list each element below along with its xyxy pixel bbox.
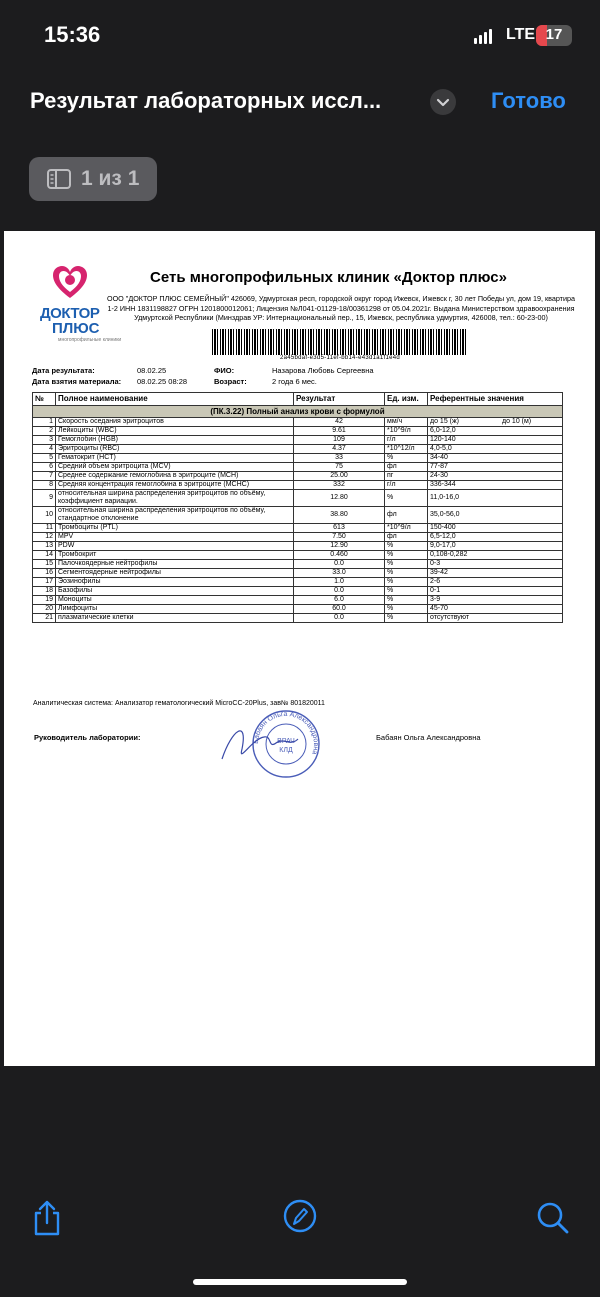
header-unit: Ед. изм. xyxy=(385,393,428,406)
row-num: 7 xyxy=(33,472,56,481)
lab-head-label: Руководитель лаборатории: xyxy=(34,733,141,742)
signal-icon xyxy=(474,28,496,44)
stamp-ring-text: Бабаян Ольга Александровна xyxy=(252,710,320,756)
row-num: 18 xyxy=(33,587,56,596)
row-num: 20 xyxy=(33,605,56,614)
logo-text-2: ПЛЮС xyxy=(52,320,100,337)
search-icon[interactable] xyxy=(536,1201,570,1235)
sample-date-label: Дата взятия материала: xyxy=(32,377,122,386)
row-name: Лейкоциты (WBC) xyxy=(56,427,294,436)
row-ref: отсутствуют xyxy=(428,614,563,623)
row-num: 12 xyxy=(33,533,56,542)
row-ref: 35,0-56,0 xyxy=(428,507,563,524)
row-name: Эозинофилы xyxy=(56,578,294,587)
row-result: 33.0 xyxy=(294,569,385,578)
row-result: 109 xyxy=(294,436,385,445)
row-name: плазматические клетки xyxy=(56,614,294,623)
chevron-down-icon[interactable] xyxy=(430,89,456,115)
row-result: 38.80 xyxy=(294,507,385,524)
table-row xyxy=(33,578,563,587)
row-ref: 120-140 xyxy=(428,436,563,445)
table-row xyxy=(33,481,563,490)
row-unit: пг xyxy=(385,472,428,481)
row-result: 4.37 xyxy=(294,445,385,454)
row-ref: 0-3 xyxy=(428,560,563,569)
row-unit: % xyxy=(385,614,428,623)
network-type: LTE xyxy=(506,26,536,43)
row-ref-f: до 15 (ж) xyxy=(430,418,459,425)
row-name: PDW xyxy=(56,542,294,551)
row-name: Гематокрит (HCT) xyxy=(56,454,294,463)
table-row xyxy=(33,507,563,524)
row-result: 0.0 xyxy=(294,560,385,569)
row-result: 12.80 xyxy=(294,490,385,507)
row-name: Средняя концентрация гемоглобина в эритроците (MCHC) xyxy=(56,481,294,490)
row-unit: мм/ч xyxy=(385,418,428,427)
row-name: относительная ширина распределения эритроцитов по объёму, стандартное отклонение xyxy=(56,507,294,524)
clock: 15:36 xyxy=(44,22,101,47)
markup-icon[interactable] xyxy=(283,1199,317,1233)
table-row xyxy=(33,445,563,454)
row-unit: фл xyxy=(385,463,428,472)
table-row xyxy=(33,524,563,533)
row-ref: 6,0-12,0 xyxy=(428,427,563,436)
barcode xyxy=(212,329,468,355)
row-result: 0.0 xyxy=(294,587,385,596)
row-result: 6.0 xyxy=(294,596,385,605)
row-unit: % xyxy=(385,542,428,551)
logo-text-1: ДОКТОР xyxy=(40,305,100,322)
row-name: Сегментоядерные нейтрофилы xyxy=(56,569,294,578)
row-unit: % xyxy=(385,605,428,614)
stamp-center-2: КЛД xyxy=(279,747,293,754)
header-name: Полное наименование xyxy=(56,393,294,406)
table-row xyxy=(33,614,563,623)
table-row xyxy=(33,569,563,578)
row-unit: *10^12/л xyxy=(385,445,428,454)
stamp-center-1: ВРАЧ xyxy=(277,738,295,745)
row-unit: % xyxy=(385,596,428,605)
row-unit: г/л xyxy=(385,436,428,445)
row-result: 0.0 xyxy=(294,614,385,623)
battery-level: 17 xyxy=(545,26,563,43)
doctor-stamp xyxy=(218,709,328,779)
clinic-title: Сеть многопрофильных клиник «Доктор плюс» xyxy=(150,269,507,286)
row-ref: 2-6 xyxy=(428,578,563,587)
sidebar-icon xyxy=(46,168,72,190)
row-result: 60.0 xyxy=(294,605,385,614)
row-num: 14 xyxy=(33,551,56,560)
row-ref: 6,5-12,0 xyxy=(428,533,563,542)
battery-icon xyxy=(536,25,572,46)
document-page[interactable] xyxy=(4,231,595,1066)
row-result: 33 xyxy=(294,454,385,463)
row-name: Тромбокрит xyxy=(56,551,294,560)
sample-date: 08.02.25 08:28 xyxy=(137,377,188,386)
row-num: 10 xyxy=(33,507,56,524)
barcode-text: 2a45bdaf-e3d5-11ef-bb14-e43d1a1f1e4d xyxy=(279,355,401,361)
table-row xyxy=(33,560,563,569)
row-num: 19 xyxy=(33,596,56,605)
row-name: Скорость оседания эритроцитов xyxy=(56,418,294,427)
row-ref: 24-30 xyxy=(428,472,563,481)
row-result: 1.0 xyxy=(294,578,385,587)
table-row xyxy=(33,596,563,605)
row-ref: 9,0-17,0 xyxy=(428,542,563,551)
logo-text-3: многопрофильные клиники xyxy=(58,337,122,343)
row-ref: 45-70 xyxy=(428,605,563,614)
row-result: 75 xyxy=(294,463,385,472)
row-name: Моноциты xyxy=(56,596,294,605)
row-ref: 3-9 xyxy=(428,596,563,605)
table-row xyxy=(33,454,563,463)
row-name: Средний объем эритроцита (MCV) xyxy=(56,463,294,472)
row-ref: 34-40 xyxy=(428,454,563,463)
results-table xyxy=(32,392,563,623)
row-num: 21 xyxy=(33,614,56,623)
fio-label: ФИО: xyxy=(214,366,235,375)
row-result: 12.90 xyxy=(294,542,385,551)
table-header xyxy=(33,393,563,406)
section-title: (ПК.3.22) Полный анализ крови с формулой xyxy=(33,406,563,418)
row-result: 332 xyxy=(294,481,385,490)
row-ref xyxy=(428,418,563,427)
row-ref: 4,0-5,0 xyxy=(428,445,563,454)
result-date: 08.02.25 xyxy=(137,366,167,375)
row-name: Эритроциты (RBC) xyxy=(56,445,294,454)
row-name: Лимфоциты xyxy=(56,605,294,614)
table-row xyxy=(33,533,563,542)
home-indicator xyxy=(193,1279,407,1285)
row-unit: *10^9/л xyxy=(385,427,428,436)
lab-head-name: Бабаян Ольга Александровна xyxy=(376,733,481,742)
header-ref: Референтные значения xyxy=(428,393,563,406)
row-num: 13 xyxy=(33,542,56,551)
age-label: Возраст: xyxy=(214,377,247,386)
row-unit: фл xyxy=(385,507,428,524)
row-num: 9 xyxy=(33,490,56,507)
row-num: 6 xyxy=(33,463,56,472)
row-result: 9.61 xyxy=(294,427,385,436)
row-num: 16 xyxy=(33,569,56,578)
row-name: Палочкоядерные нейтрофилы xyxy=(56,560,294,569)
row-num: 1 xyxy=(33,418,56,427)
row-name: Тромбоциты (PTL) xyxy=(56,524,294,533)
row-result: 0.460 xyxy=(294,551,385,560)
table-row xyxy=(33,587,563,596)
row-name: MPV xyxy=(56,533,294,542)
table-row xyxy=(33,605,563,614)
row-ref: 77-87 xyxy=(428,463,563,472)
row-ref: 150-400 xyxy=(428,524,563,533)
row-num: 5 xyxy=(33,454,56,463)
row-name: Гемоглобин (HGB) xyxy=(56,436,294,445)
table-row xyxy=(33,427,563,436)
page-selector-button[interactable] xyxy=(29,157,157,201)
row-ref: 336-344 xyxy=(428,481,563,490)
row-unit: % xyxy=(385,454,428,463)
row-num: 17 xyxy=(33,578,56,587)
row-unit: % xyxy=(385,490,428,507)
patient-age: 2 года 6 мес. xyxy=(272,377,317,386)
table-row xyxy=(33,551,563,560)
status-bar xyxy=(0,0,600,70)
row-ref: 11,0-16,0 xyxy=(428,490,563,507)
row-num: 15 xyxy=(33,560,56,569)
row-num: 8 xyxy=(33,481,56,490)
row-result: 25.00 xyxy=(294,472,385,481)
row-name: относительная ширина распределения эритроцитов по объёму, коэффициент вариации. xyxy=(56,490,294,507)
row-ref-m: до 10 (м) xyxy=(502,418,532,425)
heart-logo-icon xyxy=(52,265,88,301)
patient-name: Назарова Любовь Сергеевна xyxy=(272,366,374,375)
row-num: 2 xyxy=(33,427,56,436)
row-name: Среднее содержание гемоглобина в эритроците (MCH) xyxy=(56,472,294,481)
page-count: 1 из 1 xyxy=(81,167,140,190)
org-details: ООО "ДОКТОР ПЛЮС СЕМЕЙНЫЙ" 426069, Удмуртская респ, городской округ город Ижевск, Ижевск г, 30 лет Победы ул, дом 19, квартира 1-2 ИНН 1831198827 ОГРН 1201800012061; Лицензия №Л041-01129-18/00361298 от 05.04.2021г. Выдана Министерством здравоохранения Удмуртской Республики (Минздрав УР: Интернациональный пер., 15, Ижевск, республика удмуртия, 426008, тел.: 60-23-00) xyxy=(107,294,575,322)
row-unit: % xyxy=(385,587,428,596)
row-unit: г/л xyxy=(385,481,428,490)
table-row xyxy=(33,463,563,472)
table-row xyxy=(33,490,563,507)
table-row xyxy=(33,472,563,481)
header-result: Результат xyxy=(294,393,385,406)
row-result: 613 xyxy=(294,524,385,533)
row-result: 7.50 xyxy=(294,533,385,542)
row-unit: фл xyxy=(385,533,428,542)
row-num: 4 xyxy=(33,445,56,454)
row-name: Базофилы xyxy=(56,587,294,596)
row-unit: % xyxy=(385,578,428,587)
row-result: 42 xyxy=(294,418,385,427)
table-row xyxy=(33,542,563,551)
page-title: Результат лабораторных иссл... xyxy=(30,88,382,113)
result-date-label: Дата результата: xyxy=(32,366,95,375)
row-ref: 0,108-0,282 xyxy=(428,551,563,560)
share-icon[interactable] xyxy=(31,1200,63,1236)
row-num: 3 xyxy=(33,436,56,445)
section-row xyxy=(33,406,563,418)
done-button[interactable]: Готово xyxy=(491,88,566,113)
header-num: № xyxy=(33,393,56,406)
analyzer-note: Аналитическая система: Анализатор гематологический MicroCC-20Plus, зав№ 801820011 xyxy=(33,700,325,707)
row-ref: 0-1 xyxy=(428,587,563,596)
row-unit: *10^9/л xyxy=(385,524,428,533)
row-unit: % xyxy=(385,569,428,578)
row-num: 11 xyxy=(33,524,56,533)
row-unit: % xyxy=(385,551,428,560)
row-ref: 39-42 xyxy=(428,569,563,578)
table-row xyxy=(33,436,563,445)
table-row xyxy=(33,418,563,427)
row-unit: % xyxy=(385,560,428,569)
